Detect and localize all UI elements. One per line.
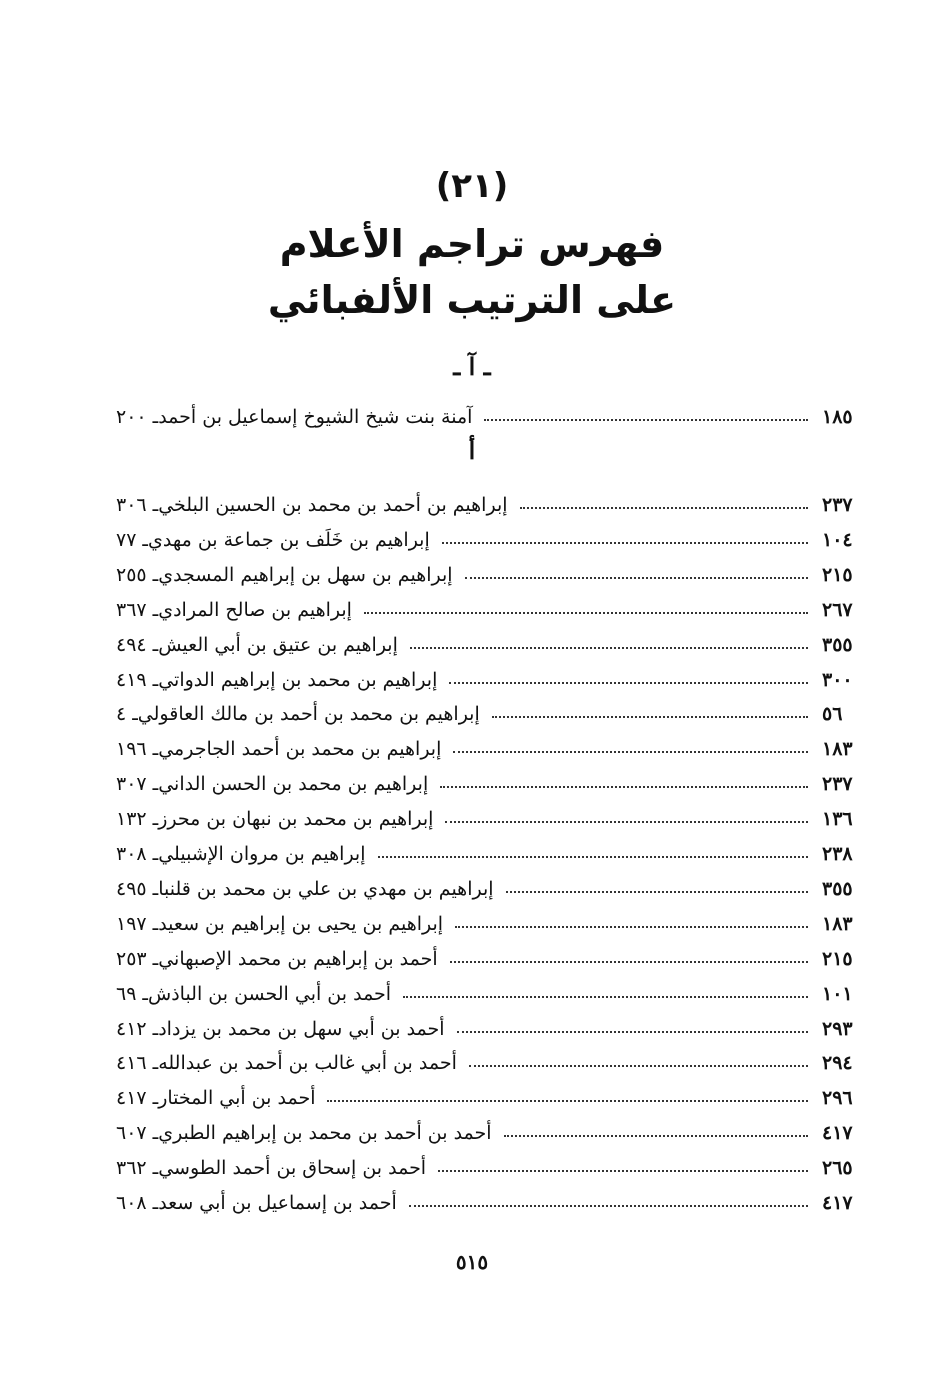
leader-dots — [403, 995, 808, 998]
entry-dash: ـ — [152, 773, 159, 796]
leader-dots — [327, 1099, 808, 1102]
entry-name: إبراهيم بن عتيق بن أبي العيش — [158, 633, 398, 656]
leader-dots — [364, 611, 808, 614]
entry-number: ٣٠٨ — [116, 843, 147, 865]
index-entry — [112, 587, 866, 621]
entry-page: ١٠١ — [822, 982, 853, 1005]
entry-name: إبراهيم بن محمد بن أحمد الجاجرمي — [158, 738, 442, 761]
entry-page: ١٨٥ — [822, 406, 853, 428]
entry-page: ١٨٣ — [822, 738, 853, 761]
entry-name: أحمد بن إسحاق بن أحمد الطوسي — [158, 1157, 427, 1180]
entry-name: أحمد بن إبراهيم بن محمد الإصبهاني — [158, 947, 438, 970]
leader-dots — [469, 1064, 808, 1067]
index-entry — [112, 552, 866, 586]
entry-dash: ـ — [142, 982, 148, 1005]
index-entry — [112, 622, 866, 656]
entry-dash: ـ — [132, 703, 138, 726]
chapter-number: (٢١) — [435, 166, 509, 206]
entry-number: ٦٩ — [116, 982, 137, 1005]
leader-dots — [438, 1169, 808, 1172]
entry-name: آمنة بنت شيخ الشيوخ إسماعيل بن أحمد — [158, 406, 473, 428]
entry-page: ١٨٣ — [822, 912, 853, 935]
entry-dash: ـ — [152, 738, 159, 761]
index-entry — [112, 971, 866, 1005]
entry-name: أحمد بن أبي غالب بن أحمد بن عبدالله — [158, 1052, 457, 1075]
entry-dash: ـ — [152, 1052, 159, 1075]
entry-page: ٢٣٧ — [822, 494, 853, 516]
entry-name: أحمد بن أبي الحسن بن الباذش — [148, 982, 392, 1005]
index-entry — [112, 796, 866, 830]
entry-number: ٦٠٨ — [116, 1192, 147, 1214]
entry-dash: ـ — [152, 843, 159, 865]
entry-name: إبراهيم بن محمد بن نبهان بن محرز — [158, 808, 434, 831]
index-entry — [112, 761, 866, 795]
entry-number: ٤ — [116, 703, 127, 726]
entry-number: ١٩٦ — [116, 738, 147, 761]
entry-page: ٢١٥ — [822, 563, 853, 586]
entry-name: إبراهيم بن مهدي بن علي بن محمد بن قلنبا — [158, 877, 494, 900]
entry-page: ٢٩٦ — [822, 1087, 853, 1110]
entry-number: ٤١٧ — [116, 1087, 147, 1110]
entry-name: إبراهيم بن صالح المرادي — [158, 598, 352, 621]
entry-page: ٤١٧ — [822, 1122, 853, 1145]
entry-number: ٦٠٧ — [116, 1122, 147, 1145]
entry-page: ٢٦٧ — [822, 598, 853, 621]
entry-number: ٧٧ — [116, 528, 137, 551]
entry-number: ٣٠٦ — [116, 494, 147, 516]
index-entry — [112, 866, 866, 900]
entry-number: ٢٥٣ — [116, 947, 147, 970]
entry-name: إبراهيم بن يحيى بن إبراهيم بن سعيد — [158, 912, 444, 935]
leader-dots — [440, 785, 808, 788]
section-heading-alif-madda: ـ آ ـ — [453, 352, 491, 381]
entry-name: أحمد بن أبي المختار — [158, 1087, 316, 1110]
leader-dots — [445, 820, 808, 823]
index-entry — [112, 936, 866, 970]
leader-dots — [442, 541, 808, 544]
entry-page: ٢٣٧ — [822, 773, 853, 796]
entry-number: ٤١٦ — [116, 1052, 147, 1075]
entry-dash: ـ — [152, 1157, 159, 1180]
index-entry — [112, 831, 866, 865]
index-entry — [112, 482, 866, 516]
index-entry — [112, 1145, 866, 1179]
entry-name: إبراهيم بن أحمد بن محمد بن الحسين البلخي — [158, 494, 508, 516]
entry-page: ٥٦ — [822, 703, 843, 726]
index-entry — [112, 517, 866, 551]
entry-dash: ـ — [142, 528, 148, 551]
entry-page: ١٣٦ — [822, 808, 853, 831]
entry-dash: ـ — [152, 1017, 159, 1040]
entry-dash: ـ — [152, 1122, 159, 1145]
leader-dots — [506, 890, 808, 893]
entry-dash: ـ — [152, 1192, 159, 1214]
entry-page: ٢٩٣ — [822, 1017, 853, 1040]
entry-name: إبراهيم بن خَلَف بن جماعة بن مهدي — [148, 528, 430, 551]
entry-dash: ـ — [152, 494, 159, 516]
entry-name: أحمد بن إسماعيل بن أبي سعد — [158, 1192, 397, 1214]
leader-dots — [450, 960, 808, 963]
entry-number: ٣٦٧ — [116, 598, 147, 621]
leader-dots — [457, 1030, 808, 1033]
entry-dash: ـ — [152, 912, 159, 935]
entry-number: ٣٦٢ — [116, 1157, 147, 1180]
entry-dash: ـ — [152, 406, 159, 428]
entry-dash: ـ — [152, 668, 159, 691]
leader-dots — [504, 1134, 808, 1137]
leader-dots — [449, 681, 808, 684]
index-title: فهرس تراجم الأعلام — [279, 222, 665, 266]
entry-number: ٣٠٧ — [116, 773, 147, 796]
entry-name: إبراهيم بن سهل بن إبراهيم المسجدي — [158, 563, 453, 586]
entry-number: ١٩٧ — [116, 912, 147, 935]
leader-dots — [520, 506, 808, 509]
entry-number: ٤١٩ — [116, 668, 147, 691]
entry-number: ٤٩٥ — [116, 877, 147, 900]
index-subtitle: على الترتيب الألفبائي — [267, 278, 677, 322]
leader-dots — [455, 925, 808, 928]
entry-name: أحمد بن أحمد بن محمد بن إبراهيم الطبري — [158, 1122, 492, 1145]
entry-name: إبراهيم بن محمد بن إبراهيم الدواتي — [158, 668, 438, 691]
entry-number: ١٣٢ — [116, 808, 147, 831]
entry-number: ٤٩٤ — [116, 633, 147, 656]
index-entry — [112, 1075, 866, 1109]
index-entry — [112, 1006, 866, 1040]
leader-dots — [492, 715, 808, 718]
leader-dots — [378, 855, 809, 858]
entry-name: إبراهيم بن مروان الإشبيلي — [158, 843, 366, 865]
entry-dash: ـ — [152, 808, 159, 831]
entry-page: ٢٣٨ — [822, 843, 853, 865]
index-entry — [112, 657, 866, 691]
page-number: ٥١٥ — [455, 1250, 489, 1274]
entry-page: ٣٥٥ — [822, 633, 853, 656]
index-entry — [112, 1180, 866, 1214]
leader-dots — [409, 1204, 808, 1207]
entry-dash: ـ — [152, 563, 159, 586]
entry-name: أحمد بن أبي سهل بن محمد بن يزداد — [158, 1017, 445, 1040]
index-entry — [112, 1110, 866, 1144]
section-heading-alif: أ — [468, 436, 476, 465]
entry-dash: ـ — [152, 877, 159, 900]
index-entry — [112, 691, 866, 725]
index-entry — [112, 394, 866, 428]
entry-number: ٢٥٥ — [116, 563, 147, 586]
entry-page: ٢١٥ — [822, 947, 853, 970]
leader-dots — [453, 750, 808, 753]
entry-page: ٣٥٥ — [822, 877, 853, 900]
entry-dash: ـ — [152, 1087, 159, 1110]
entry-number: ٤١٢ — [116, 1017, 147, 1040]
entry-page: ٤١٧ — [822, 1192, 853, 1214]
entry-name: إبراهيم بن محمد بن الحسن الداني — [158, 773, 429, 796]
entry-page: ٢٦٥ — [822, 1157, 853, 1180]
entry-dash: ـ — [152, 947, 159, 970]
leader-dots — [484, 418, 808, 421]
entry-name: إبراهيم بن محمد بن أحمد بن مالك العاقولي — [137, 703, 480, 726]
entry-number: ٢٠٠ — [116, 406, 147, 428]
leader-dots — [410, 646, 808, 649]
entry-page: ٣٠٠ — [822, 668, 853, 691]
entry-page: ٢٩٤ — [822, 1052, 853, 1075]
index-entry — [112, 726, 866, 760]
entry-page: ١٠٤ — [822, 528, 853, 551]
entry-dash: ـ — [152, 633, 159, 656]
entry-dash: ـ — [152, 598, 159, 621]
leader-dots — [465, 576, 808, 579]
index-entry — [112, 901, 866, 935]
index-entry — [112, 1040, 866, 1074]
